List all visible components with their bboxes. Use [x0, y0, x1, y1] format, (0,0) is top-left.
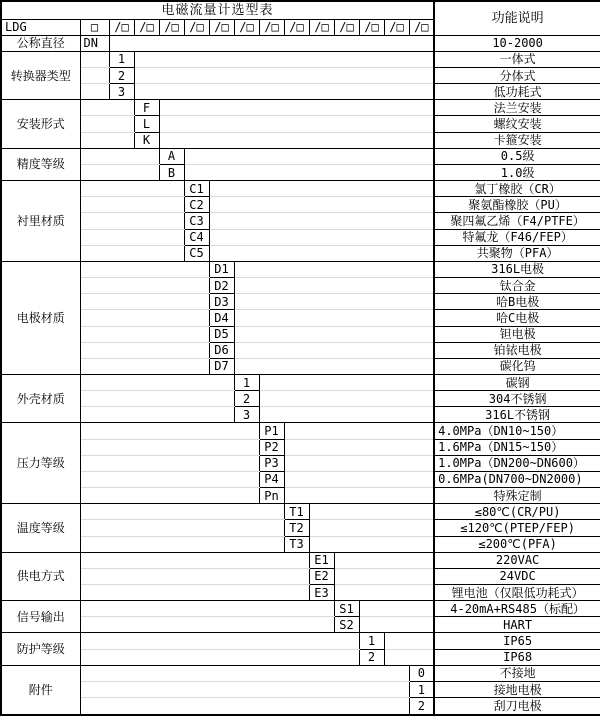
function-cell: 锂电池（仅限低功耗式） — [434, 585, 600, 601]
model-box-cell: □ — [80, 19, 109, 35]
code-cell: A — [159, 148, 184, 164]
function-cell: 低功耗式 — [434, 84, 600, 100]
model-slash-cell: /□ — [409, 19, 434, 35]
code-cell: 2 — [234, 391, 259, 407]
function-cell: 螺纹安装 — [434, 116, 600, 132]
code-cell: D2 — [209, 278, 234, 294]
code-cell: S1 — [334, 601, 359, 617]
spacer-cell — [80, 455, 259, 471]
spacer-cell — [80, 100, 134, 116]
function-cell: ≤200℃(PFA) — [434, 536, 600, 552]
function-cell: 不接地 — [434, 665, 600, 681]
spacer-cell — [209, 213, 434, 229]
function-cell: 刮刀电极 — [434, 698, 600, 715]
code-cell: D1 — [209, 261, 234, 277]
spacer-cell — [80, 568, 309, 584]
function-cell: HART — [434, 617, 600, 633]
spacer-cell — [259, 374, 434, 390]
spacer-cell — [284, 488, 434, 504]
spacer-cell — [80, 423, 259, 439]
function-cell: ≤80℃(CR/PU) — [434, 504, 600, 520]
code-cell: C5 — [184, 245, 209, 261]
spacer-cell — [80, 310, 209, 326]
spacer-cell — [234, 261, 434, 277]
function-cell: 聚氨酯橡胶（PU） — [434, 197, 600, 213]
function-cell: 316L电极 — [434, 261, 600, 277]
function-cell: 316L不锈钢 — [434, 407, 600, 423]
function-cell: 哈C电极 — [434, 310, 600, 326]
spacer-cell — [184, 148, 434, 164]
spacer-cell — [80, 148, 159, 164]
code-cell: P1 — [259, 423, 284, 439]
function-cell: 铂铱电极 — [434, 342, 600, 358]
spacer-cell — [309, 504, 434, 520]
code-cell: K — [134, 132, 159, 148]
spacer-cell — [80, 504, 284, 520]
code-cell: C3 — [184, 213, 209, 229]
spacer-cell — [80, 51, 109, 67]
spacer-cell — [234, 310, 434, 326]
function-column-header: 功能说明 — [434, 1, 600, 35]
spacer-cell — [80, 536, 284, 552]
spacer-cell — [284, 423, 434, 439]
function-cell: 304不锈钢 — [434, 391, 600, 407]
category-cell: 公称直径 — [1, 35, 80, 51]
function-cell: 法兰安装 — [434, 100, 600, 116]
code-cell: 2 — [409, 698, 434, 715]
spacer-cell — [80, 132, 134, 148]
spacer-cell — [234, 342, 434, 358]
spacer-cell — [80, 294, 209, 310]
category-cell: 外壳材质 — [1, 374, 80, 422]
function-cell: 碳化钨 — [434, 358, 600, 374]
function-cell: 4-20mA+RS485（标配） — [434, 601, 600, 617]
spacer-cell — [384, 633, 434, 649]
spacer-cell — [80, 617, 334, 633]
spacer-cell — [209, 197, 434, 213]
category-cell: 衬里材质 — [1, 181, 80, 262]
function-cell: 1.0MPa（DN200~DN600） — [434, 455, 600, 471]
category-cell: 安装形式 — [1, 100, 80, 148]
category-cell: 温度等级 — [1, 504, 80, 552]
function-cell: 钛合金 — [434, 278, 600, 294]
spacer-cell — [80, 197, 184, 213]
code-cell: 1 — [234, 374, 259, 390]
model-slash-cell: /□ — [284, 19, 309, 35]
spacer-cell — [80, 116, 134, 132]
spacer-cell — [80, 633, 359, 649]
code-cell: 3 — [234, 407, 259, 423]
category-cell: 电极材质 — [1, 261, 80, 374]
model-slash-cell: /□ — [159, 19, 184, 35]
spacer-cell — [80, 585, 309, 601]
spacer-cell — [109, 35, 434, 51]
code-cell: 0 — [409, 665, 434, 681]
code-cell: 2 — [109, 68, 134, 84]
code-cell: 2 — [359, 649, 384, 665]
function-cell: 1.6MPa（DN15~150） — [434, 439, 600, 455]
spacer-cell — [80, 164, 159, 180]
code-cell: E2 — [309, 568, 334, 584]
spacer-cell — [80, 439, 259, 455]
function-cell: 1.0级 — [434, 164, 600, 180]
code-cell: T1 — [284, 504, 309, 520]
spacer-cell — [134, 84, 434, 100]
code-cell: 3 — [109, 84, 134, 100]
code-cell: T3 — [284, 536, 309, 552]
spacer-cell — [384, 649, 434, 665]
spacer-cell — [334, 585, 434, 601]
code-cell: Pn — [259, 488, 284, 504]
function-cell: 卡箍安装 — [434, 132, 600, 148]
category-cell: 信号输出 — [1, 601, 80, 633]
function-cell: IP68 — [434, 649, 600, 665]
spacer-cell — [80, 601, 334, 617]
spacer-cell — [284, 455, 434, 471]
code-cell: P2 — [259, 439, 284, 455]
model-slash-cell: /□ — [109, 19, 134, 35]
code-cell: P4 — [259, 471, 284, 487]
function-cell: 碳钢 — [434, 374, 600, 390]
spacer-cell — [80, 649, 359, 665]
spacer-cell — [184, 164, 434, 180]
function-cell: 0.5级 — [434, 148, 600, 164]
model-slash-cell: /□ — [259, 19, 284, 35]
spacer-cell — [234, 326, 434, 342]
function-cell: 24VDC — [434, 568, 600, 584]
code-cell: T2 — [284, 520, 309, 536]
spacer-cell — [80, 342, 209, 358]
spacer-cell — [159, 100, 434, 116]
spacer-cell — [80, 68, 109, 84]
spacer-cell — [80, 488, 259, 504]
spacer-cell — [80, 261, 209, 277]
spacer-cell — [234, 278, 434, 294]
code-cell: D6 — [209, 342, 234, 358]
spacer-cell — [80, 552, 309, 568]
code-cell: 1 — [359, 633, 384, 649]
function-cell: 4.0MPa（DN10~150） — [434, 423, 600, 439]
spacer-cell — [284, 471, 434, 487]
function-cell: 接地电极 — [434, 681, 600, 697]
code-cell: L — [134, 116, 159, 132]
model-slash-cell: /□ — [234, 19, 259, 35]
function-cell: ≤120℃(PTEP/FEP) — [434, 520, 600, 536]
function-cell: 氯丁橡胶（CR） — [434, 181, 600, 197]
category-cell: 防护等级 — [1, 633, 80, 665]
model-slash-cell: /□ — [309, 19, 334, 35]
code-cell: D3 — [209, 294, 234, 310]
spacer-cell — [359, 617, 434, 633]
model-slash-cell: /□ — [134, 19, 159, 35]
code-cell: 1 — [409, 681, 434, 697]
function-cell: 特殊定制 — [434, 488, 600, 504]
model-slash-cell: /□ — [359, 19, 384, 35]
category-cell: 压力等级 — [1, 423, 80, 504]
function-cell: 一体式 — [434, 51, 600, 67]
table-title: 电磁流量计选型表 — [1, 1, 434, 19]
spacer-cell — [234, 294, 434, 310]
spacer-cell — [80, 374, 234, 390]
model-slash-cell: /□ — [184, 19, 209, 35]
spacer-cell — [80, 84, 109, 100]
spacer-cell — [134, 68, 434, 84]
table-body — [1, 1, 600, 715]
function-cell: 分体式 — [434, 68, 600, 84]
code-cell: C2 — [184, 197, 209, 213]
code-cell: 1 — [109, 51, 134, 67]
category-cell: 转换器类型 — [1, 51, 80, 99]
spacer-cell — [80, 326, 209, 342]
code-cell: D4 — [209, 310, 234, 326]
function-cell: 共聚物（PFA） — [434, 245, 600, 261]
spacer-cell — [80, 471, 259, 487]
spacer-cell — [80, 278, 209, 294]
function-cell: 特氟龙（F46/FEP） — [434, 229, 600, 245]
spacer-cell — [284, 439, 434, 455]
spacer-cell — [259, 407, 434, 423]
code-cell: DN — [80, 35, 109, 51]
spacer-cell — [80, 391, 234, 407]
model-slash-cell: /□ — [209, 19, 234, 35]
code-cell: D7 — [209, 358, 234, 374]
spacer-cell — [359, 601, 434, 617]
model-slash-cell: /□ — [384, 19, 409, 35]
code-cell: F — [134, 100, 159, 116]
spacer-cell — [209, 181, 434, 197]
spacer-cell — [80, 520, 284, 536]
spacer-cell — [159, 132, 434, 148]
spacer-cell — [80, 665, 409, 681]
function-cell: 聚四氟乙烯（F4/PTFE） — [434, 213, 600, 229]
spacer-cell — [259, 391, 434, 407]
spacer-cell — [234, 358, 434, 374]
function-cell: 0.6MPa(DN700~DN2000) — [434, 471, 600, 487]
category-cell: 精度等级 — [1, 148, 80, 180]
code-cell: B — [159, 164, 184, 180]
spacer-cell — [80, 181, 184, 197]
category-cell: 附件 — [1, 665, 80, 715]
spacer-cell — [80, 698, 409, 715]
function-cell: 220VAC — [434, 552, 600, 568]
code-cell: C4 — [184, 229, 209, 245]
spacer-cell — [80, 681, 409, 697]
model-slash-cell: /□ — [334, 19, 359, 35]
code-cell: E1 — [309, 552, 334, 568]
model-prefix-cell: LDG — [1, 19, 80, 35]
category-cell: 供电方式 — [1, 552, 80, 600]
spacer-cell — [309, 520, 434, 536]
spacer-cell — [309, 536, 434, 552]
spacer-cell — [80, 358, 209, 374]
spacer-cell — [159, 116, 434, 132]
spacer-cell — [80, 407, 234, 423]
function-cell: 哈B电极 — [434, 294, 600, 310]
code-cell: C1 — [184, 181, 209, 197]
spacer-cell — [334, 568, 434, 584]
function-cell: IP65 — [434, 633, 600, 649]
code-cell: D5 — [209, 326, 234, 342]
code-cell: E3 — [309, 585, 334, 601]
spacer-cell — [80, 229, 184, 245]
code-cell: S2 — [334, 617, 359, 633]
spacer-cell — [334, 552, 434, 568]
spacer-cell — [209, 229, 434, 245]
spacer-cell — [209, 245, 434, 261]
spacer-cell — [80, 245, 184, 261]
spacer-cell — [80, 213, 184, 229]
spacer-cell — [134, 51, 434, 67]
function-cell: 钽电极 — [434, 326, 600, 342]
code-cell: P3 — [259, 455, 284, 471]
function-cell: 10-2000 — [434, 35, 600, 51]
